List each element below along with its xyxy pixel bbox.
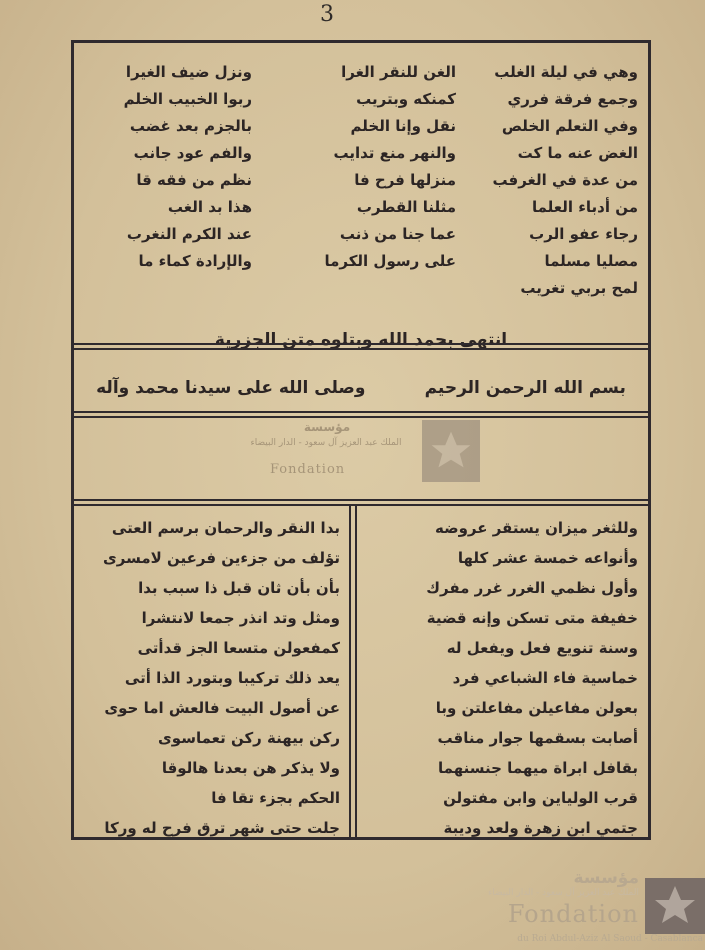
verse-line: كمنكه وبتريب — [356, 90, 456, 108]
foundation-logo — [432, 868, 705, 950]
divider — [74, 411, 648, 413]
verse-line: على رسول الكرما — [324, 252, 456, 270]
verse-line: جلت حتى شهر ترق فرح له وركا — [104, 819, 340, 837]
basmala-text: بسم الله الرحمن الرحيم — [424, 378, 626, 398]
salawat-text: وصلى الله على سيدنا محمد وآله — [96, 378, 366, 398]
verse-line: نظم من فقه قا — [136, 171, 252, 189]
logo-french: Fondation — [507, 900, 639, 928]
verse-line: وفي التعلم الخلص — [501, 117, 638, 135]
verse-line: هذا بد الغب — [167, 198, 252, 216]
verse-line: وأنواعه خمسة عشر كلها — [457, 549, 638, 567]
verse-line: نقل وإنا الخلم — [350, 117, 456, 135]
lower-left-column — [84, 513, 340, 843]
verse-line: وجمع فرقة فرري — [507, 90, 638, 108]
center-watermark — [222, 418, 502, 496]
verse-line: قرب الولياين وابن مفتولن — [443, 789, 638, 807]
column-divider — [349, 504, 351, 839]
divider — [74, 499, 648, 501]
verse-line: بدا النقر والرحمان برسم العتى — [111, 519, 340, 537]
upper-right-column — [468, 59, 638, 302]
verse-line: ركن بيهنة ركن تعماسوى — [158, 729, 340, 747]
verse-line: رجاء عفو الرب — [529, 225, 638, 243]
verse-line: وهي في ليلة الغلب — [494, 63, 638, 81]
verse-line: يعد ذلك تركيبا وبتورد الذا أتى — [124, 669, 340, 687]
verse-line: بالجزم بعد غضب — [129, 117, 252, 135]
verse-line: بقافل ابراة ميهما جنسنهما — [438, 759, 638, 777]
verse-line: وأول نظمي الغرر غرر مفرك — [426, 579, 638, 597]
verse-line: منزلها فرح فا — [354, 171, 456, 189]
verse-line: جتمي ابن زهرة ولعد وديبة — [443, 819, 638, 837]
logo-arabic-sub: الملك عبد العزيز آل سعود - الدار البيضاء — [488, 888, 639, 898]
verse-line: والنهر منع تدايب — [333, 144, 456, 162]
verse-line: لمح بربي تغريب — [520, 279, 638, 297]
verse-line: خماسية فاء الشباعي فرد — [452, 669, 638, 687]
verse-line: عما جنا من ذنب — [339, 225, 456, 243]
verse-line: ولا يذكر هن بعدنا هالوقا — [161, 759, 340, 777]
divider — [74, 343, 648, 345]
verse-line: كمفعولن متسعا الجز قدأتى — [137, 639, 340, 657]
verse-line: من عدة في الغرفب — [492, 171, 638, 189]
star-emblem-icon — [645, 878, 705, 934]
verse-line: بأن بأن ثان قبل ذا سبب بدا — [138, 579, 340, 597]
verse-line: ونزل ضيف الغيرا — [125, 63, 252, 81]
verse-line: تؤلف من جزءين فرعين لامسرى — [103, 549, 340, 567]
verse-line: مثلنا القطرب — [356, 198, 456, 216]
column-divider — [355, 504, 357, 839]
divider — [74, 348, 648, 350]
verse-line: وللثغر ميزان يستقر عروضه — [435, 519, 638, 537]
upper-left-column — [84, 59, 252, 275]
verse-line: ربوا الخبيب الخلم — [123, 90, 252, 108]
logo-french-sub: du Roi Abdul-Aziz Al Saoud - Casablanca — [517, 934, 703, 944]
watermark-arabic: مؤسسة — [303, 420, 351, 434]
watermark-french: Fondation — [270, 462, 346, 477]
upper-middle-column — [260, 59, 456, 275]
watermark-arabic-sub: الملك عبد العزيز آل سعود - الدار البيضاء — [250, 438, 402, 448]
verse-line: والإرادة كماء ما — [138, 252, 252, 270]
verse-line: أصابت بسقمها جوار مناقب — [437, 729, 638, 747]
verse-line: الغن للنقر الغرا — [341, 63, 456, 81]
verse-line: ومثل وتد انذر جمعا لانتشرا — [141, 609, 340, 627]
verse-line: من أدباء العلما — [531, 198, 638, 216]
lower-right-column — [366, 513, 638, 843]
divider — [74, 504, 648, 506]
verse-line: بعولن مفاعيلن مفاعلتن وبا — [435, 699, 638, 717]
verse-line: الحكم بجزء تقا فا — [211, 789, 340, 807]
page-number: 3 — [320, 2, 334, 27]
closing-line: انتهى بحمد الله وبتلوه متن الجزرية — [214, 330, 508, 350]
verse-line: والفم عود جانب — [133, 144, 252, 162]
verse-line: عند الكرم النغرب — [126, 225, 252, 243]
logo-arabic: مؤسسة — [573, 868, 639, 888]
verse-line: وسنة تنويع فعل ويفعل له — [446, 639, 638, 657]
verse-line: عن أصول البيت فالعش اما حوى — [104, 699, 340, 717]
verse-line: مصليا مسلما — [544, 252, 638, 270]
verse-line: خفيفة متى تسكن وإنه قضية — [426, 609, 638, 627]
verse-line: الغض عنه ما كت — [517, 144, 638, 162]
star-emblem-icon — [422, 420, 480, 482]
basmala-line — [88, 368, 634, 408]
